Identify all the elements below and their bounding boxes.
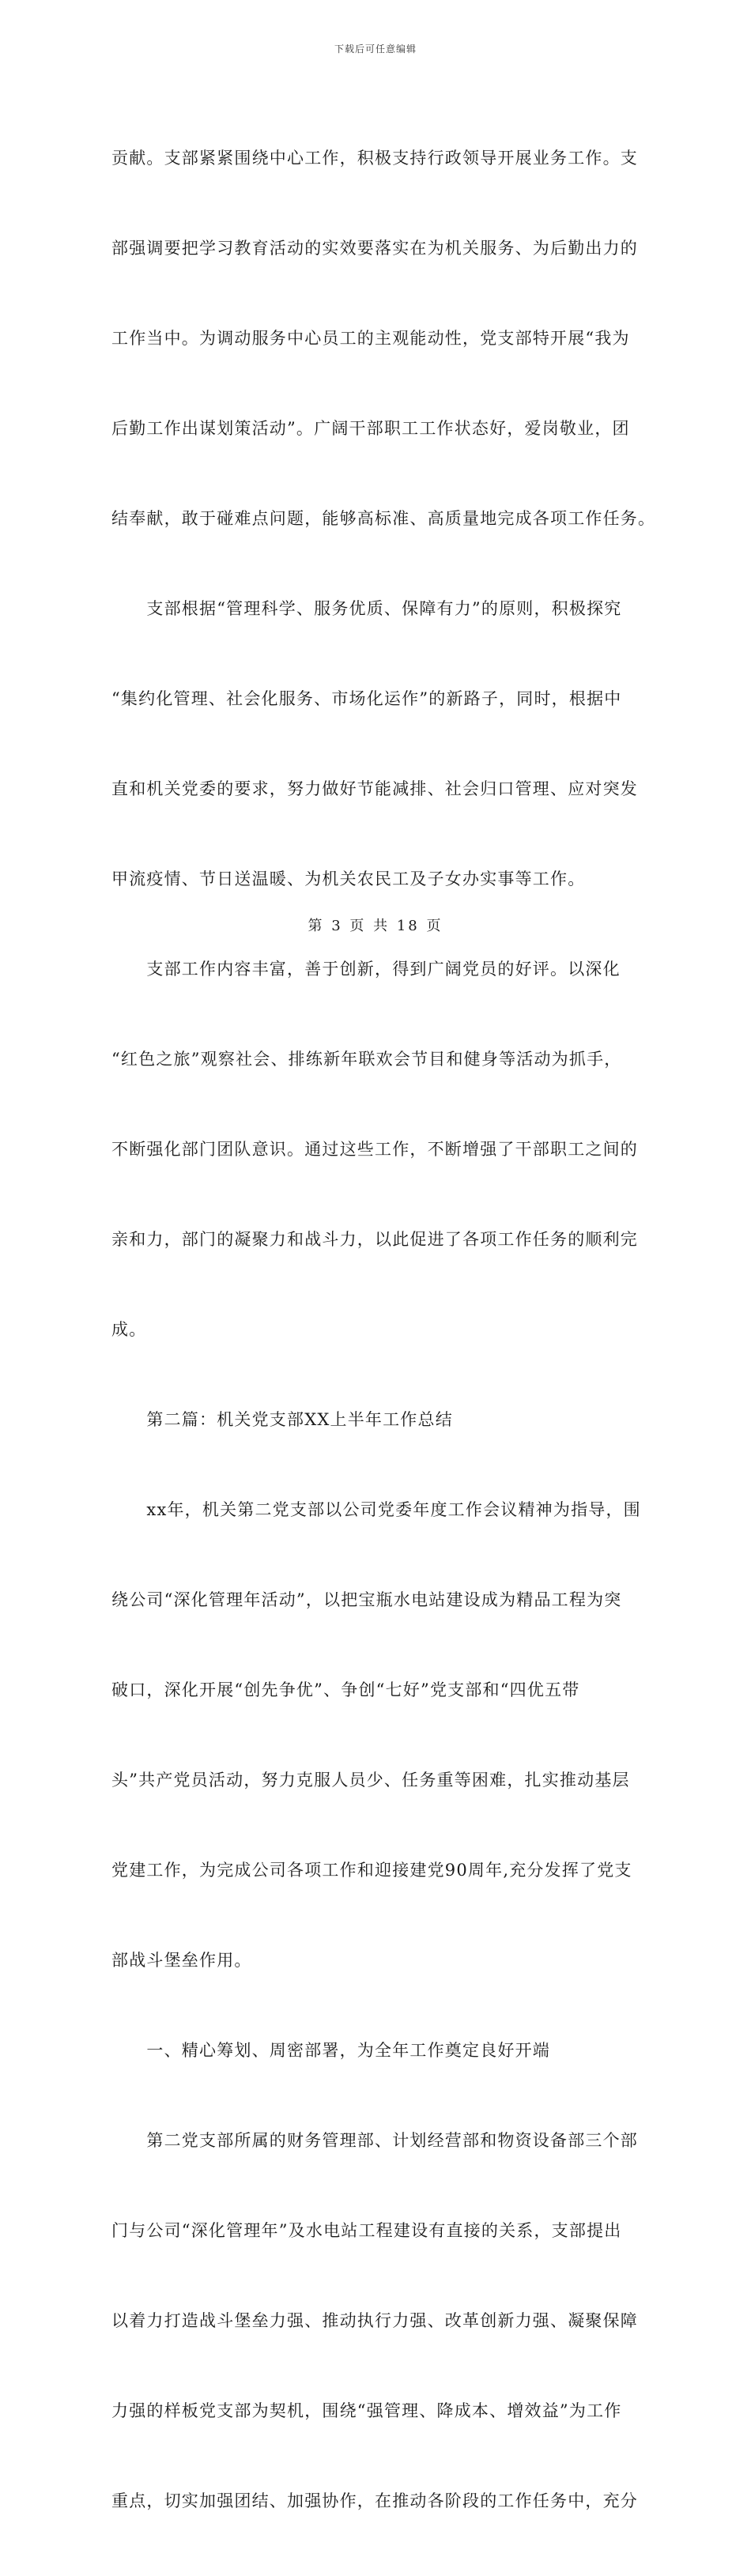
- text-line: 支部根据“管理科学、服务优质、保障有力”的原则，积极探究: [111, 599, 622, 618]
- text-line: 直和机关党委的要求，努力做好节能减排、社会归口管理、应对突发: [111, 779, 638, 798]
- text-line: 不断强化部门团队意识。通过这些工作，不断增强了干部职工之间的: [111, 1140, 638, 1159]
- page-number: 第 3 页 共 18 页: [308, 918, 443, 934]
- text-line: xx年，机关第二党支部以公司党委年度工作会议精神为指导，围: [111, 1500, 641, 1519]
- text-line: 力强的样板党支部为契机，围绕“强管理、降成本、增效益”为工作: [111, 2401, 622, 2420]
- text-line: 结奉献，敢于碰难点问题，能够高标准、高质量地完成各项工作任务。: [111, 509, 656, 528]
- text-line: 党建工作，为完成公司各项工作和迎接建党90周年,充分发挥了党支: [111, 1861, 632, 1880]
- text-line: 支部工作内容丰富，善于创新，得到广阔党员的好评。以深化: [111, 960, 621, 979]
- text-line: “红色之旅”观察社会、排练新年联欢会节目和健身等活动为抓手，: [111, 1050, 622, 1069]
- text-line: 贡献。支部紧紧围绕中心工作，积极支持行政领导开展业务工作。支: [111, 149, 638, 168]
- text-line: 头”共产党员活动，努力克服人员少、任务重等困难，扎实推动基层: [111, 1771, 630, 1790]
- text-line: 后勤工作出谋划策活动”。广阔干部职工工作状态好，爱岗敬业，团: [111, 419, 630, 438]
- text-line: 门与公司“深化管理年”及水电站工程建设有直接的关系，支部提出: [111, 2221, 622, 2240]
- text-line: 以着力打造战斗堡垒力强、推动执行力强、改革创新力强、凝聚保障: [111, 2311, 638, 2330]
- text-line: 部强调要把学习教育活动的实效要落实在为机关服务、为后勤出力的: [111, 239, 638, 258]
- text-line: 破口，深化开展“创先争优”、争创“七好”党支部和“四优五带: [111, 1680, 580, 1699]
- text-line: 绕公司“深化管理年活动”，以把宝瓶水电站建设成为精品工程为突: [111, 1590, 622, 1609]
- document-text: [111, 83, 656, 2576]
- text-line: 部战斗堡垒作用。: [111, 1951, 252, 1970]
- text-line: 成。: [111, 1320, 147, 1339]
- document-body: [111, 83, 656, 2576]
- text-line: 甲流疫情、节日送温暖、为机关农民工及子女办实事等工作。: [111, 869, 586, 888]
- text-line: 亲和力，部门的凝聚力和战斗力，以此促进了各项工作任务的顺利完: [111, 1230, 638, 1249]
- text-line: “集约化管理、社会化服务、市场化运作”的新路子，同时，根据中: [111, 689, 622, 708]
- section-heading: 第二篇：机关党支部XX上半年工作总结: [111, 1410, 453, 1429]
- page-header-note: 下载后可任意编辑: [334, 43, 417, 55]
- text-line: 第二党支部所属的财务管理部、计划经营部和物资设备部三个部: [111, 2131, 638, 2150]
- text-line: 重点，切实加强团结、加强协作，在推动各阶段的工作任务中，充分: [111, 2491, 638, 2510]
- subsection-heading: 一、精心筹划、周密部署，为全年工作奠定良好开端: [111, 2041, 550, 2060]
- text-line: 工作当中。为调动服务中心员工的主观能动性，党支部特开展“我为: [111, 329, 630, 348]
